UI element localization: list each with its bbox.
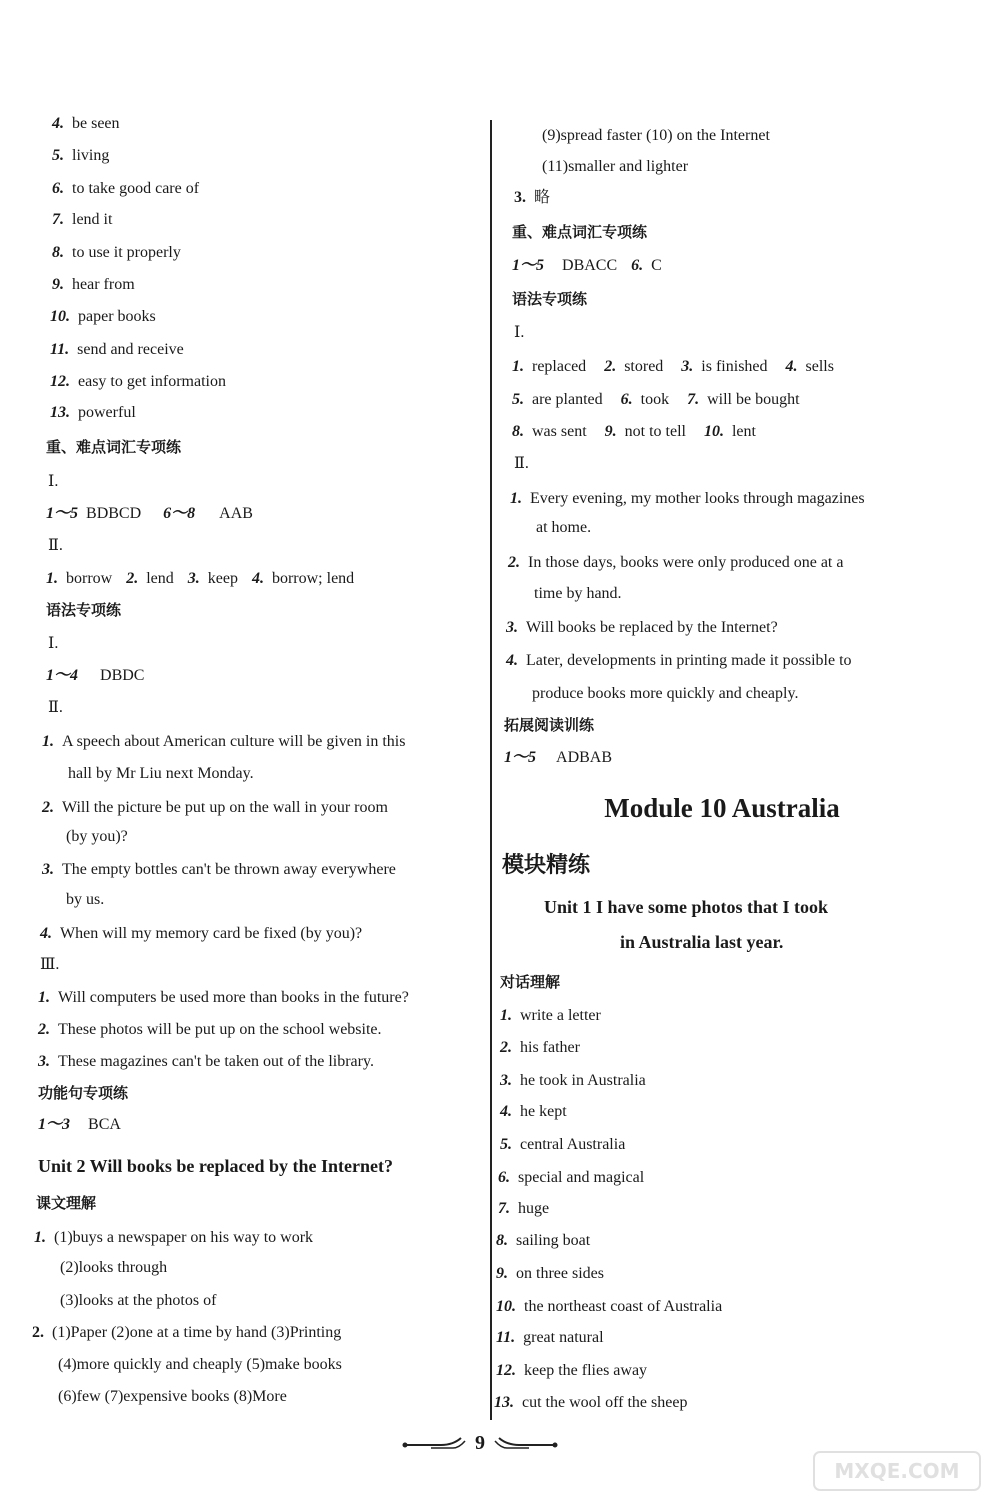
- answer-item: 2. (1)Paper (2)one at a time by hand (3)Printing: [32, 1324, 342, 1341]
- answer-item: 8. sailing boat: [496, 1232, 591, 1249]
- section-heading: 功能句专项练: [38, 1084, 129, 1102]
- roman-numeral: Ⅲ.: [40, 956, 60, 973]
- answer-item: 12. keep the flies away: [496, 1362, 648, 1379]
- answer-item: 9. on three sides: [496, 1265, 604, 1282]
- answer-item: 7. huge: [498, 1200, 550, 1217]
- roman-numeral: Ⅱ.: [514, 455, 529, 472]
- roman-numeral: Ⅱ.: [48, 537, 63, 554]
- answer-item: 5. central Australia: [500, 1136, 626, 1153]
- answer-row: 5. are planted 6. took 7. will be bought: [512, 391, 800, 408]
- answer-item: 6. to take good care of: [52, 180, 200, 197]
- section-heading: 语法专项练: [46, 601, 122, 619]
- answer-item-cont: at home.: [536, 519, 592, 536]
- answer-row: 1. replaced 2. stored 3. is finished 4. sells: [512, 358, 834, 375]
- answer-item: 1. A speech about American culture will be given in this: [42, 733, 406, 750]
- answer-item-cont: (3)looks at the photos of: [60, 1292, 217, 1309]
- page-footer: [400, 1428, 560, 1458]
- answer-item: 4. When will my memory card be fixed (by you)?: [40, 925, 363, 942]
- answer-item: 3. Will books be replaced by the Internet?: [506, 619, 778, 636]
- practice-heading: 模块精练: [502, 853, 591, 878]
- answer-item: 1. (1)buys a newspaper on his way to work: [34, 1229, 314, 1246]
- answer-item: 13. cut the wool off the sheep: [494, 1394, 688, 1411]
- answer-item: 2. his father: [500, 1039, 580, 1056]
- answer-item-cont: (2)looks through: [60, 1259, 168, 1276]
- answer-item-cont: (by you)?: [66, 828, 128, 845]
- answer-item: 1. Every evening, my mother looks through magazines: [510, 490, 865, 507]
- answer-item-cont: time by hand.: [534, 585, 622, 602]
- answer-item: 13. powerful: [50, 404, 136, 421]
- answer-item-cont: hall by Mr Liu next Monday.: [68, 765, 254, 782]
- section-heading: 语法专项练: [512, 290, 588, 308]
- column-divider: [490, 120, 492, 1420]
- answer-item-cont: (6)few (7)expensive books (8)More: [58, 1388, 287, 1405]
- answer-row: 1. borrow 2. lend 3. keep 4. borrow; lend: [46, 570, 355, 587]
- right-ornament-icon: [493, 1435, 559, 1451]
- roman-numeral: Ⅰ.: [514, 324, 525, 341]
- answer-item: 1. Will computers be used more than books in the future?: [38, 989, 409, 1006]
- page-number: 9: [475, 1431, 485, 1454]
- answer-item: 12. easy to get information: [50, 373, 226, 390]
- answer-item-cont: by us.: [66, 891, 105, 908]
- answer-item: 10. paper books: [50, 308, 156, 325]
- answer-item: 3. he took in Australia: [500, 1072, 646, 1089]
- answer-item: 2. Will the picture be put up on the wall in your room: [42, 799, 388, 816]
- answer-item: 7. lend it: [52, 211, 113, 228]
- answer-range-row: 1～3 BCA: [38, 1116, 121, 1133]
- answer-item-cont: (4)more quickly and cheaply (5)make books: [58, 1356, 342, 1373]
- unit-heading-cont: in Australia last year.: [620, 932, 784, 952]
- answer-item-cont: (9)spread faster (10) on the Internet: [542, 127, 770, 144]
- roman-numeral: Ⅰ.: [48, 635, 59, 652]
- section-heading: 重、难点词汇专项练: [512, 223, 648, 241]
- answer-range-row: 1～4 DBDC: [46, 667, 145, 684]
- answer-item: 4. Later, developments in printing made it possible to: [506, 652, 852, 669]
- roman-numeral: Ⅱ.: [48, 699, 63, 716]
- answer-range-row: 1～5 DBACC 6. C: [512, 257, 662, 274]
- module-title: Module 10 Australia: [604, 793, 840, 823]
- section-heading: 课文理解: [36, 1194, 97, 1212]
- answer-range-row: 1～5 BDBCD 6～8 AAB: [46, 505, 253, 522]
- answer-item: 4. he kept: [500, 1103, 567, 1120]
- answer-row: 8. was sent 9. not to tell 10. lent: [512, 423, 756, 440]
- answer-item: 6. special and magical: [498, 1169, 645, 1186]
- answer-item: 11. great natural: [496, 1329, 604, 1346]
- answer-range-row: 1～5 ADBAB: [504, 749, 613, 766]
- answer-item: 2. In those days, books were only produced one at a: [508, 554, 844, 571]
- answer-item: 11. send and receive: [50, 341, 184, 358]
- answer-item: 9. hear from: [52, 276, 135, 293]
- answer-item-cont: (11)smaller and lighter: [542, 158, 689, 175]
- answer-item: 8. to use it properly: [52, 244, 181, 261]
- answer-item: 10. the northeast coast of Australia: [496, 1298, 723, 1315]
- answer-item: 3. 略: [514, 189, 551, 206]
- section-heading: 重、难点词汇专项练: [46, 438, 182, 456]
- section-heading: 拓展阅读训练: [504, 716, 595, 734]
- answer-item: 4. be seen: [52, 115, 120, 132]
- answer-item-cont: produce books more quickly and cheaply.: [532, 685, 799, 702]
- section-heading: 对话理解: [500, 973, 561, 991]
- answer-item: 3. The empty bottles can't be thrown away everywhere: [42, 861, 396, 878]
- watermark-logo: [812, 1450, 982, 1492]
- answer-item: 1. write a letter: [500, 1007, 601, 1024]
- left-ornament-icon: [401, 1435, 467, 1451]
- answer-item: 2. These photos will be put up on the school website.: [38, 1021, 382, 1038]
- roman-numeral: Ⅰ.: [48, 473, 59, 490]
- answer-item: 3. These magazines can't be taken out of the library.: [38, 1053, 374, 1070]
- answer-item: 5. living: [52, 147, 110, 164]
- unit-heading: Unit 2 Will books be replaced by the Internet?: [38, 1156, 394, 1176]
- unit-heading: Unit 1 I have some photos that I took: [544, 897, 829, 917]
- watermark-text: MXQE.COM: [834, 1459, 960, 1483]
